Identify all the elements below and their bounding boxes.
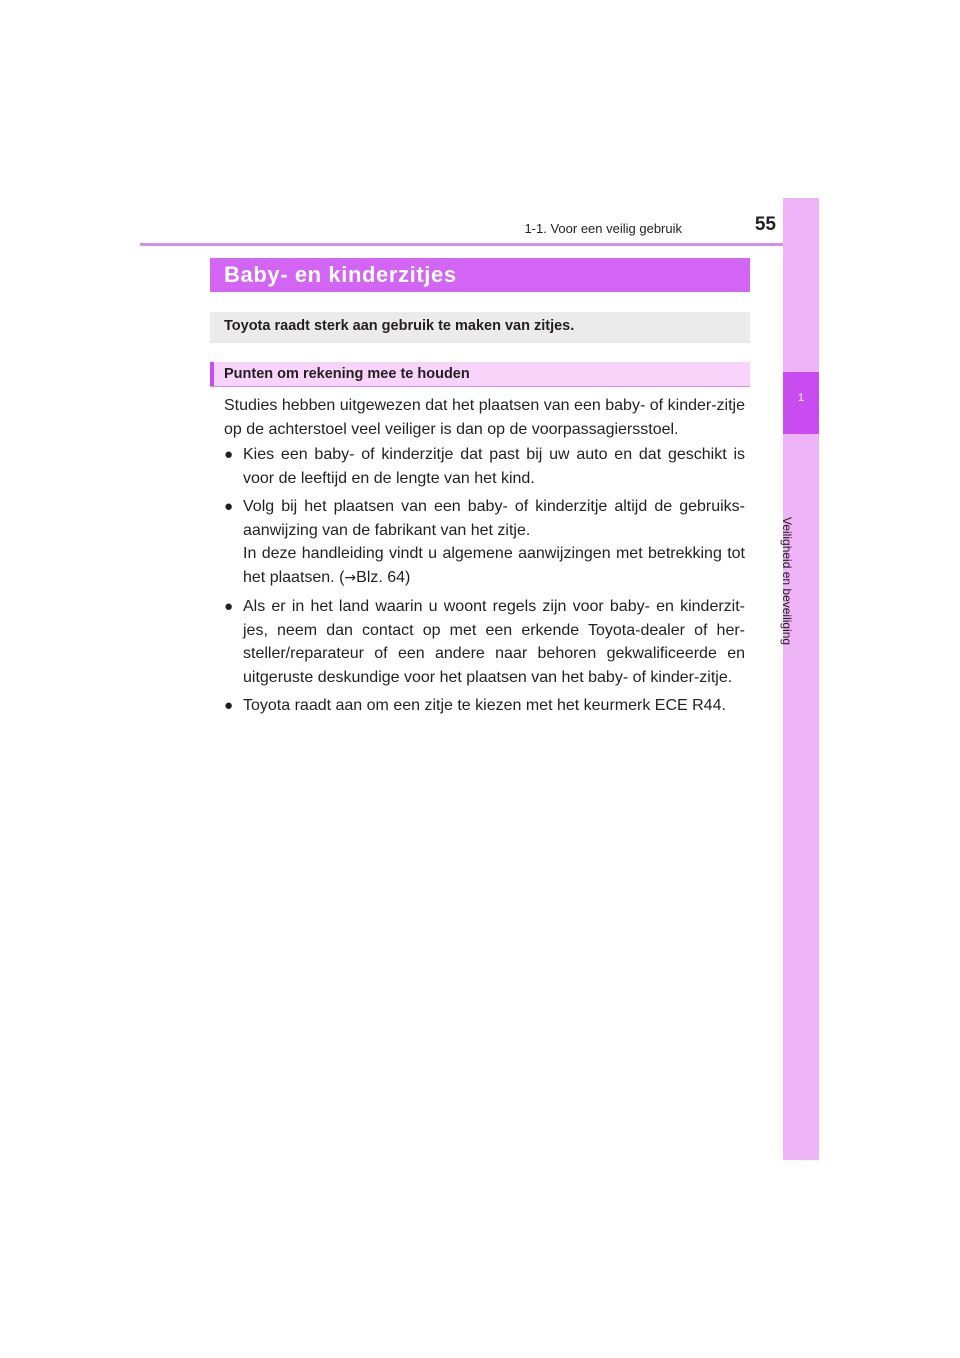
bullet-icon: ●: [224, 498, 234, 515]
bullet-note-text: In deze handleiding vindt u algemene aanwijzingen met betrekking tot het plaatsen. (: [243, 545, 745, 586]
subheading-accent: [210, 362, 214, 386]
subheading-text: Punten om rekening mee te houden: [224, 366, 470, 382]
arrow-right-icon: →: [344, 569, 357, 586]
intro-paragraph: Studies hebben uitgewezen dat het plaatsen van een baby- of kinder-zitje op de achterstoel veel veiliger is dan op de voorpassagiersstoel.: [224, 397, 745, 438]
summary-text: Toyota raadt sterk aan gebruik te maken van zitjes.: [224, 318, 575, 334]
bullet-item: [224, 495, 745, 590]
bullet-item: [224, 443, 745, 490]
bullet-item: [224, 694, 745, 718]
bullet-note: [243, 542, 745, 590]
chapter-side-tab: [783, 198, 819, 1160]
bullet-text: Kies een baby- of kinderzitje dat past bij uw auto en dat geschikt is voor de leeftijd en de lengte van het kind.: [243, 446, 745, 487]
page-number: 55: [754, 214, 776, 235]
bullet-icon: ●: [224, 446, 234, 463]
bullet-text: Toyota raadt aan om een zitje te kiezen met het keurmerk ECE R44.: [243, 697, 726, 714]
summary-box: [210, 312, 750, 343]
chapter-number: 1: [797, 392, 805, 404]
subheading-bar: [210, 362, 750, 387]
header-divider: [140, 243, 818, 246]
bullet-icon: ●: [224, 598, 234, 615]
page-reference-link[interactable]: Blz. 64): [356, 568, 411, 586]
bullet-icon: ●: [224, 697, 234, 714]
bullet-text: Volg bij het plaatsen van een baby- of kinderzitje altijd de gebruiks-aanwijzing van de fabrikant van het zitje.: [243, 498, 745, 539]
bullet-text: Als er in het land waarin u woont regels zijn voor baby- en kinderzit-jes, neem dan contact op met een erkende Toyota-dealer of her-steller/reparateur of een andere naar behoren gekwalificeerde en uitgeruste deskundige voor het plaatsen van het baby- of kinder-zitje.: [243, 598, 745, 686]
page-title-bar: [210, 258, 750, 292]
body-content: [224, 394, 745, 723]
bullet-item: [224, 595, 745, 689]
chapter-title: Veiligheid en beveiliging: [780, 517, 794, 646]
header-section-title: 1-1. Voor een veilig gebruik: [524, 221, 682, 236]
page-title: Baby- en kinderzitjes: [224, 262, 457, 287]
